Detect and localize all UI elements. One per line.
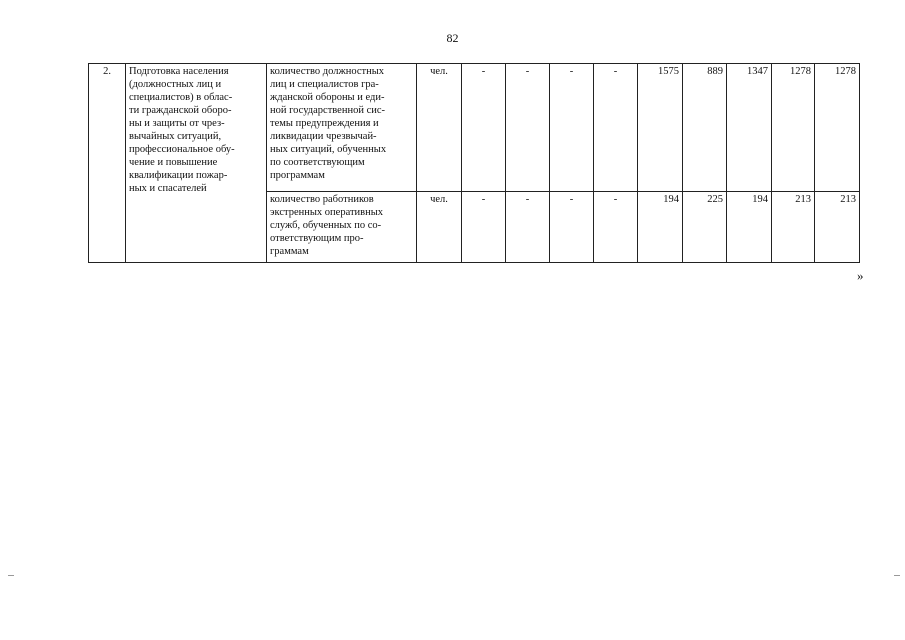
indicator-label: количество должностных лиц и специалистов гра- жданской обороны и еди- ной государственной сис- темы предупреждения и ликвидации чрезвычай- ных ситуаций, обученных по соответствующим программам	[267, 64, 417, 192]
value-cell: -	[506, 64, 550, 192]
value-cell: -	[462, 64, 506, 192]
value-cell: 1278	[772, 64, 815, 192]
margin-tick	[8, 575, 14, 576]
value-cell: -	[594, 192, 638, 263]
row-number: 2.	[89, 64, 126, 263]
value-cell: 194	[638, 192, 683, 263]
closing-quote: »	[857, 268, 864, 283]
unit-cell: чел.	[417, 64, 462, 192]
value-cell: 194	[727, 192, 772, 263]
unit-cell: чел.	[417, 192, 462, 263]
value-cell: -	[550, 64, 594, 192]
value-cell: -	[506, 192, 550, 263]
value-cell: 213	[772, 192, 815, 263]
value-cell: -	[550, 192, 594, 263]
indicator-label: количество работников экстренных оперативных служб, обученных по со- ответствующим про- граммам	[267, 192, 417, 263]
value-cell: 213	[815, 192, 860, 263]
value-cell: 1347	[727, 64, 772, 192]
value-cell: 889	[683, 64, 727, 192]
table-row	[89, 64, 860, 192]
value-cell: -	[594, 64, 638, 192]
program-name: Подготовка населения (должностных лиц и специалистов) в облас- ти гражданской оборо- ны и защиты от чрез- вычайных ситуаций, профессиональное обу- чение и повышение квалификации пожар- ных и спасателей	[126, 64, 267, 263]
value-cell: 1575	[638, 64, 683, 192]
value-cell: 225	[683, 192, 727, 263]
margin-tick	[894, 575, 900, 576]
value-cell: -	[462, 192, 506, 263]
page-number: 82	[446, 31, 459, 45]
value-cell: 1278	[815, 64, 860, 192]
indicator-table	[88, 63, 860, 263]
